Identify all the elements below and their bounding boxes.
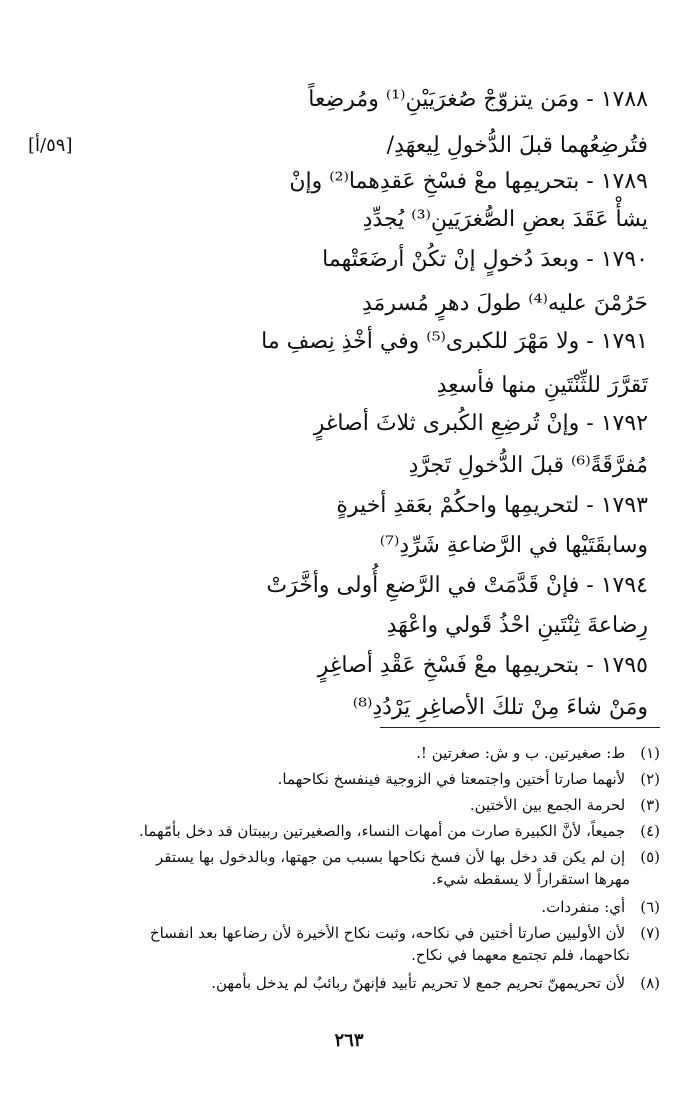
footnote-text: جميعاً، لأنَّ الكبيرة صارت من أمهات النساء، والصغيرتين ربيبتان قد دخل بأمّهما. — [139, 822, 626, 840]
hemistich-text: رِضاعةَ ثِنْتَينِ احْذُ قَولي واعْهَدِ — [386, 613, 648, 638]
footnote-text: لأن تحريمهنّ تحريم جمع لا تحريم تأبيد فإنهنّ ربائبُ لم يدخل بأمهن. — [211, 974, 626, 992]
hemistich-text: تَقرَّرَ للثِّنْتَينِ منها فأسعِدِ — [436, 373, 648, 398]
footnote-number: (٦) — [640, 898, 660, 916]
hemistich-text: فإنْ قَدَّمَتْ في الرَّضعِ أُولى وأخَّرَتْ — [266, 573, 580, 598]
footnote — [30, 896, 660, 918]
footnote — [30, 794, 660, 816]
verse-first-hemistich: ١٧٩٣ - لتحريمِها واحكُمْ بعَقدِ أخيرةٍ — [336, 493, 648, 518]
hemistich-text: ومَن يتزوّجْ صُغرَيَيْنِ⁽¹⁾ ومُرضِعاً — [308, 87, 580, 112]
manuscript-folio-ref: [٥٩/أ] — [28, 135, 73, 156]
verse-number: ١٧٩٠ — [600, 247, 648, 272]
footnote — [30, 742, 660, 764]
footnote — [30, 922, 660, 966]
footnote-number: (٨) — [640, 974, 660, 992]
verse-first-hemistich: ١٧٨٨ - ومَن يتزوّجْ صُغرَيَيْنِ⁽¹⁾ ومُرضِعاً — [308, 87, 648, 112]
verse-second-hemistich — [30, 604, 648, 648]
hemistich-text: وإنْ تُرضِعِ الكُبرى ثلاثَ أصاغرٍ — [313, 411, 580, 436]
footnote-text: ط: صغيرتين. ب و ش: صغرتين !. — [416, 744, 626, 762]
verse-number: ١٧٩٢ — [600, 411, 648, 436]
hemistich-text: يشأْ عَقَدَ بعضِ الصُّغرَيَينِ⁽³⁾ يُجدِّدِ — [362, 207, 648, 232]
hemistich-text: ولا مَهْرَ للكبرى⁽⁵⁾ وفي أخْذِ نِصفِ ما — [261, 329, 580, 354]
footnote — [30, 972, 660, 994]
verse-second-hemistich — [30, 686, 648, 730]
footnote-number: (٥) — [640, 848, 660, 866]
verse-second-hemistich — [30, 524, 648, 568]
verse-first-hemistich: ١٧٩٥ - بتحريمِها معْ فَسْخِ عَقْدِ أصاغِرٍ — [317, 653, 648, 678]
footnote-continuation: نكاحهما، فلم تجتمع معهما في نكاح. — [411, 946, 630, 964]
verse-first-hemistich: ١٧٩٢ - وإنْ تُرضِعِ الكُبرى ثلاثَ أصاغرٍ — [313, 411, 648, 436]
footnote-text: أي: منفردات. — [541, 898, 626, 916]
hemistich-text: بتحريمِها معْ فَسْخِ عَقْدِ أصاغِرٍ — [317, 653, 580, 678]
hemistich-text: مُفرَّقَةً⁽⁶⁾ قبلَ الدُّخولِ تَجرَّدِ — [408, 453, 648, 478]
footnote-separator — [380, 727, 660, 728]
verse-first-hemistich: ١٧٩٤ - فإنْ قَدَّمَتْ في الرَّضعِ أُولى وأخَّرَتْ — [266, 573, 648, 598]
hemistich-text: وسابقَتَيْها في الرَّضاعةِ شَرِّدِ⁽⁷⁾ — [379, 533, 648, 558]
page-number: ٢٦٣ — [334, 1030, 364, 1051]
verse-second-hemistich — [30, 198, 648, 242]
footnote-number: (٣) — [640, 796, 660, 814]
verse-number: ١٧٩٤ — [600, 573, 648, 598]
verse-first-hemistich: ١٧٩٠ - وبعدَ دُخولٍ إنْ تكُنْ أرضَعَتْهما — [322, 247, 648, 272]
verse-second-hemistich — [30, 444, 648, 488]
footnote — [30, 768, 660, 790]
verse-number: ١٧٨٨ — [600, 87, 648, 112]
verse-number: ١٧٨٩ — [600, 169, 648, 194]
footnote — [30, 820, 660, 842]
footnote-text: إن لم يكن قد دخل بها لأن فسخ نكاحها بسبب من جهتها، وبالدخول بها يستقر — [155, 848, 626, 866]
footnote-text: لحرمة الجمع بين الأختين. — [469, 796, 626, 814]
verse-first-hemistich: ١٧٨٩ - بتحريمِها معْ فسْخِ عَقدِهما⁽²⁾ وإنْ — [289, 169, 648, 194]
footnote-number: (٤) — [640, 822, 660, 840]
verse-number: ١٧٩١ — [600, 329, 648, 354]
hemistich-text: ومَنْ شاءَ مِنْ تلكَ الأصاغِرِ يَرْدُدِ⁽⁸⁾ — [352, 695, 648, 720]
footnote-text: لأنهما صارتا أختين واجتمعتا في الزوجية فينفسخ نكاحهما. — [277, 770, 626, 788]
hemistich-text: وبعدَ دُخولٍ إنْ تكُنْ أرضَعَتْهما — [322, 247, 580, 272]
footnote — [30, 846, 660, 890]
hemistich-text: فتُرضِعُهما قبلَ الدُّخولِ لِيعهَدِ/ — [386, 133, 648, 158]
verse-number: ١٧٩٥ — [600, 653, 648, 678]
footnote-text: لأن الأوليين صارتا أختين في نكاحه، وثبت نكاح الأخيرة لأن رضاعها بعد انفساخ — [149, 924, 626, 942]
footnote-number: (٧) — [640, 924, 660, 942]
verse-first-hemistich: ١٧٩١ - ولا مَهْرَ للكبرى⁽⁵⁾ وفي أخْذِ نِصفِ ما — [261, 329, 648, 354]
footnote-continuation: مهرها استقراراً لا يسقطه شيء. — [431, 870, 630, 888]
hemistich-text: بتحريمِها معْ فسْخِ عَقدِهما⁽²⁾ وإنْ — [289, 169, 580, 194]
hemistich-text: حَرُمْنَ عليه⁽⁴⁾ طولَ دهرٍ مُسرمَدِ — [361, 291, 648, 316]
footnote-number: (١) — [640, 744, 660, 762]
verse-number: ١٧٩٣ — [600, 493, 648, 518]
footnote-number: (٢) — [640, 770, 660, 788]
hemistich-text: لتحريمِها واحكُمْ بعَقدِ أخيرةٍ — [336, 493, 580, 518]
